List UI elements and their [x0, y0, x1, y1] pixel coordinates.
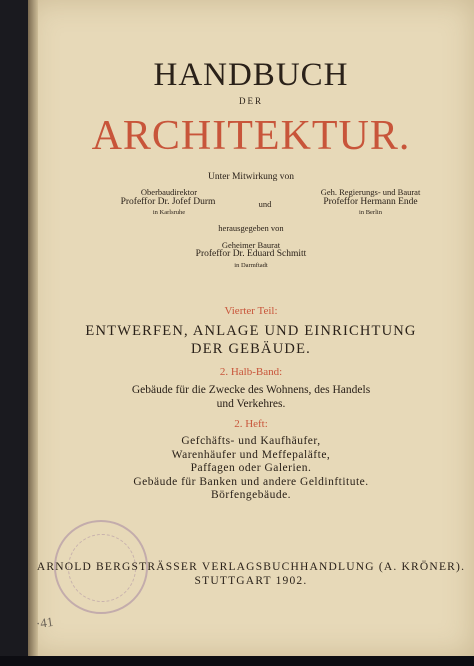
- title-der: DER: [239, 96, 263, 106]
- scan-border: [0, 656, 474, 666]
- heft-contents: [28, 435, 474, 503]
- right-contributor-role: Geh. Regierungs- und Baurat: [320, 187, 421, 197]
- halfvolume-title: [28, 383, 474, 411]
- heft-label: 2. Heft:: [234, 418, 268, 430]
- halfvolume-label: 2. Halb-Band:: [219, 366, 283, 378]
- publisher-place-year: STUTTGART 1902.: [194, 575, 308, 587]
- heft-line: Warenhäufer und Meffepaläfte,: [171, 448, 331, 461]
- title-handbuch: HANDBUCH: [153, 57, 349, 93]
- heft-line: Paffagen oder Galerien.: [190, 462, 312, 474]
- right-contributor-name: Profeffor Hermann Ende: [323, 197, 418, 207]
- editor-name: Profeffor Dr. Eduard Schmitt: [195, 249, 307, 259]
- part-title: [28, 322, 474, 358]
- part-title-line1: ENTWERFEN, ANLAGE UND EINRICHTUNG: [85, 323, 417, 339]
- contributors-intro: Unter Mitwirkung von: [207, 172, 295, 182]
- left-contributor-place: in Karlsruhe: [152, 209, 186, 216]
- part-title-line2: DER GEBÄUDE.: [191, 341, 311, 357]
- editor-intro: herausgegeben von: [218, 223, 284, 233]
- left-contributor-name: Profeffor Dr. Jofef Durm: [120, 197, 216, 207]
- heft-line: Börfengebäude.: [210, 489, 292, 501]
- heft-line: Gebäude für Banken und andere Geldinftitute.: [133, 475, 369, 488]
- publisher-name: ARNOLD BERGSTRÄSSER VERLAGSBUCHHANDLUNG (A. KRÖNER).: [36, 561, 466, 573]
- halfvolume-line2: und Verkehres.: [216, 398, 286, 410]
- halfvolume-line1: Gebäude für die Zwecke des Wohnens, des Handels: [131, 384, 371, 396]
- right-contributor-place: in Berlin: [359, 209, 382, 216]
- editor-role: Geheimer Baurat: [221, 240, 281, 250]
- pencil-mark: ·41: [34, 613, 55, 632]
- title-architektur: ARCHITEKTUR.: [91, 113, 411, 159]
- editor-place: in Darmftadt: [234, 262, 268, 269]
- heft-line: Gefchäfts- und Kaufhäufer,: [181, 435, 321, 447]
- left-contributor-role: Oberbaudirektor: [140, 187, 198, 197]
- part-label: Vierter Teil:: [224, 305, 278, 317]
- publisher: [28, 560, 474, 588]
- contributors-and: und: [258, 199, 272, 209]
